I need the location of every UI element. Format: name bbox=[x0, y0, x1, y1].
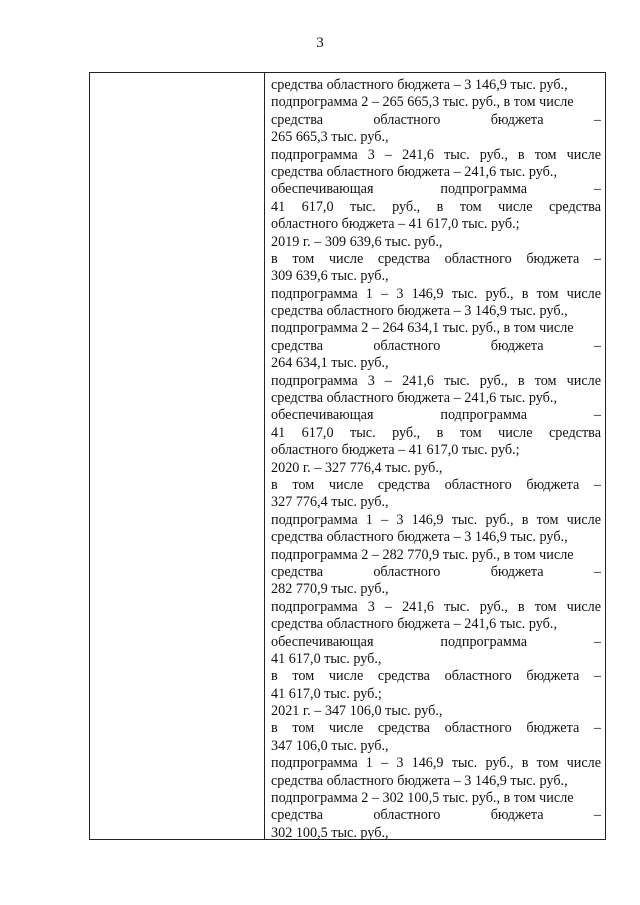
text-line: подпрограмма 1 – 3 146,9 тыс. руб., в том числе bbox=[271, 285, 601, 302]
text-line: 347 106,0 тыс. руб., bbox=[271, 737, 389, 754]
text-line: в том числе средства областного бюджета – bbox=[271, 476, 601, 493]
text-line: 41 617,0 тыс. руб.; bbox=[271, 685, 382, 702]
text-line: подпрограмма 1 – 3 146,9 тыс. руб., в том числе bbox=[271, 755, 601, 772]
text-line: 282 770,9 тыс. руб., bbox=[271, 581, 389, 598]
text-line: 264 634,1 тыс. руб., bbox=[271, 355, 389, 372]
text-line: средства областного бюджета – 241,6 тыс. руб., bbox=[271, 616, 557, 633]
text-line: средства областного бюджета – bbox=[271, 563, 601, 580]
text-line: подпрограмма 3 – 241,6 тыс. руб., в том числе bbox=[271, 146, 601, 163]
text-line: средства областного бюджета – bbox=[271, 807, 601, 824]
text-line: 41 617,0 тыс. руб., bbox=[271, 650, 382, 667]
text-line: подпрограмма 2 – 264 634,1 тыс. руб., в том числе bbox=[271, 320, 574, 337]
text-line: 2021 г. – 347 106,0 тыс. руб., bbox=[271, 703, 443, 720]
text-line: средства областного бюджета – bbox=[271, 337, 601, 354]
text-line: подпрограмма 1 – 3 146,9 тыс. руб., в том числе bbox=[271, 511, 601, 528]
text-line: 2020 г. – 327 776,4 тыс. руб., bbox=[271, 459, 443, 476]
text-line: 265 665,3 тыс. руб., bbox=[271, 129, 389, 146]
table-right-cell bbox=[266, 73, 605, 839]
text-line: 327 776,4 тыс. руб., bbox=[271, 494, 389, 511]
text-line: подпрограмма 2 – 282 770,9 тыс. руб., в том числе bbox=[271, 546, 574, 563]
text-line: средства областного бюджета – 241,6 тыс. руб., bbox=[271, 390, 557, 407]
text-line: подпрограмма 3 – 241,6 тыс. руб., в том числе bbox=[271, 372, 601, 389]
budget-table bbox=[89, 72, 606, 840]
text-line: в том числе средства областного бюджета – bbox=[271, 720, 601, 737]
text-line: обеспечивающая подпрограмма – bbox=[271, 633, 601, 650]
text-line: 41 617,0 тыс. руб., в том числе средства bbox=[271, 424, 601, 441]
text-line: подпрограмма 2 – 265 665,3 тыс. руб., в том числе bbox=[271, 94, 574, 111]
text-line: средства областного бюджета – 241,6 тыс. руб., bbox=[271, 163, 557, 180]
text-line: областного бюджета – 41 617,0 тыс. руб.; bbox=[271, 216, 520, 233]
text-line: областного бюджета – 41 617,0 тыс. руб.; bbox=[271, 442, 520, 459]
text-line: подпрограмма 2 – 302 100,5 тыс. руб., в том числе bbox=[271, 790, 574, 807]
text-line: средства областного бюджета – 3 146,9 тыс. руб., bbox=[271, 529, 568, 546]
text-line: средства областного бюджета – 3 146,9 тыс. руб., bbox=[271, 303, 568, 320]
text-line: средства областного бюджета – 3 146,9 тыс. руб., bbox=[271, 772, 568, 789]
text-line: 302 100,5 тыс. руб., bbox=[271, 824, 389, 841]
text-line: обеспечивающая подпрограмма – bbox=[271, 181, 601, 198]
text-line: средства областного бюджета – 3 146,9 тыс. руб., bbox=[271, 77, 568, 93]
text-line: 2019 г. – 309 639,6 тыс. руб., bbox=[271, 233, 443, 250]
text-line: в том числе средства областного бюджета – bbox=[271, 668, 601, 685]
text-line: 309 639,6 тыс. руб., bbox=[271, 268, 389, 285]
text-line: 41 617,0 тыс. руб., в том числе средства bbox=[271, 198, 601, 215]
page-number: 3 bbox=[316, 35, 324, 51]
text-line: в том числе средства областного бюджета – bbox=[271, 250, 601, 267]
text-line: подпрограмма 3 – 241,6 тыс. руб., в том числе bbox=[271, 598, 601, 615]
text-line: средства областного бюджета – bbox=[271, 111, 601, 128]
text-line: обеспечивающая подпрограмма – bbox=[271, 407, 601, 424]
table-left-cell bbox=[90, 73, 265, 839]
